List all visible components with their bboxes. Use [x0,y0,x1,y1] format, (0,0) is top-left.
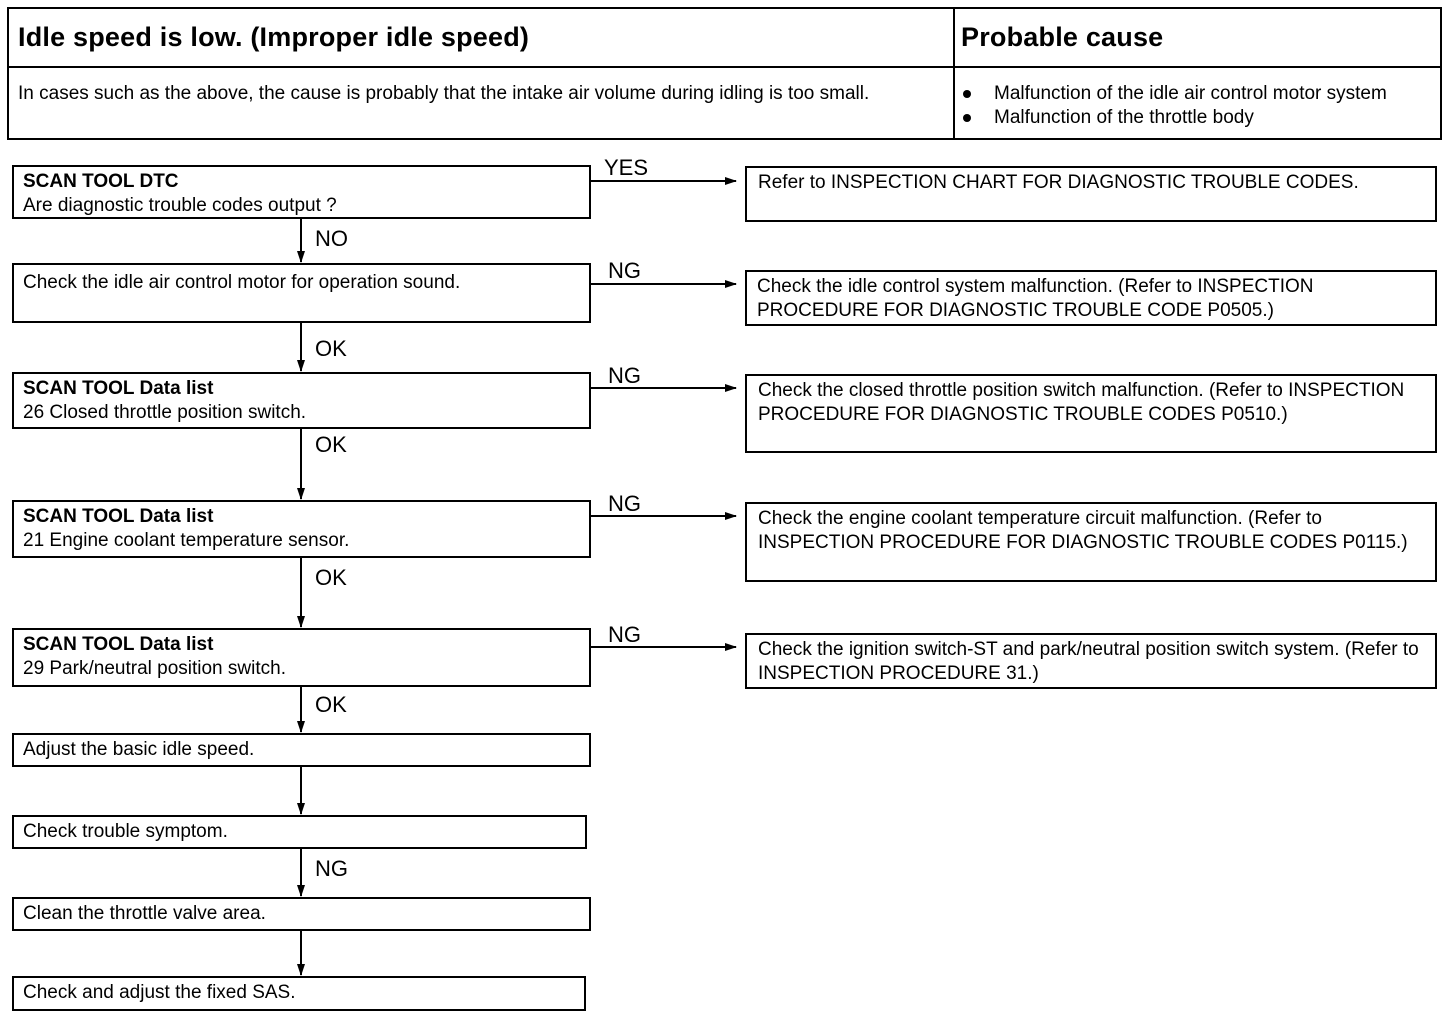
branch-label-ok: OK [315,432,347,457]
branch-label-ok: OK [315,336,347,361]
step-text: Are diagnostic trouble codes output ? [23,195,337,216]
step-title: SCAN TOOL Data list [23,506,214,527]
step-box-adjust-idle [12,733,591,767]
result-box-p0115 [745,502,1437,582]
cause-item: Malfunction of the throttle body [957,106,1437,130]
branch-label-ng: NG [608,363,641,388]
result-box-dtc-chart [745,166,1437,222]
result-box-p0505 [745,270,1437,326]
branch-label-ok: OK [315,692,347,717]
branch-label-ng: NG [608,491,641,516]
branch-label-ng: NG [315,856,348,881]
result-text: Check the ignition switch-ST and park/neutral position switch system. (Refer to INSPECTION PROCEDURE 31.) [758,639,1419,684]
step-title: SCAN TOOL Data list [23,634,214,655]
step-text: 21 Engine coolant temperature sensor. [23,530,350,551]
step-box-adjust-sas [12,976,586,1011]
branch-label-no: NO [315,226,348,251]
step-box-clean-throttle [12,897,591,931]
step-text: Clean the throttle valve area. [23,903,266,924]
step-box-dtc [12,165,591,219]
step-box-pnp [12,628,591,687]
branch-label-yes: YES [604,155,649,180]
cause-heading: Probable cause [961,22,1164,52]
result-text: Check the idle control system malfunction. (Refer to INSPECTION PROCEDURE FOR DIAGNOSTIC TROUBLE CODE P0505.) [757,276,1314,321]
result-text: Check the closed throttle position switch malfunction. (Refer to INSPECTION PROCEDURE FOR DIAGNOSTIC TROUBLE CODES P0510.) [758,380,1405,425]
step-text: 26 Closed throttle position switch. [23,402,307,423]
branch-label-ng: NG [608,258,641,283]
step-box-ect [12,500,591,558]
step-text: 29 Park/neutral position switch. [23,658,286,679]
cause-item: Malfunction of the idle air control motor system [957,82,1437,106]
result-box-procedure-31 [745,633,1437,689]
step-box-iac-sound [12,263,591,323]
step-text: Adjust the basic idle speed. [23,739,255,760]
result-text: Refer to INSPECTION CHART FOR DIAGNOSTIC TROUBLE CODES. [758,172,1359,193]
step-box-tps [12,372,591,429]
step-text: Check and adjust the fixed SAS. [23,982,296,1003]
result-text: Check the engine coolant temperature circuit malfunction. (Refer to INSPECTION PROCEDURE FOR DIAGNOSTIC TROUBLE CODES P0115.) [758,508,1408,553]
step-title: SCAN TOOL Data list [23,378,214,399]
branch-label-ok: OK [315,565,347,590]
step-text: Check trouble symptom. [23,821,228,842]
step-box-check-symptom [12,815,587,849]
step-title: SCAN TOOL DTC [23,171,179,192]
result-box-p0510 [745,374,1437,453]
description-text: In cases such as the above, the cause is probably that the intake air volume during idling is too small. [18,83,870,104]
branch-label-ng: NG [608,622,641,647]
page-title: Idle speed is low. (Improper idle speed) [18,22,530,52]
step-text: Check the idle air control motor for operation sound. [23,272,461,293]
